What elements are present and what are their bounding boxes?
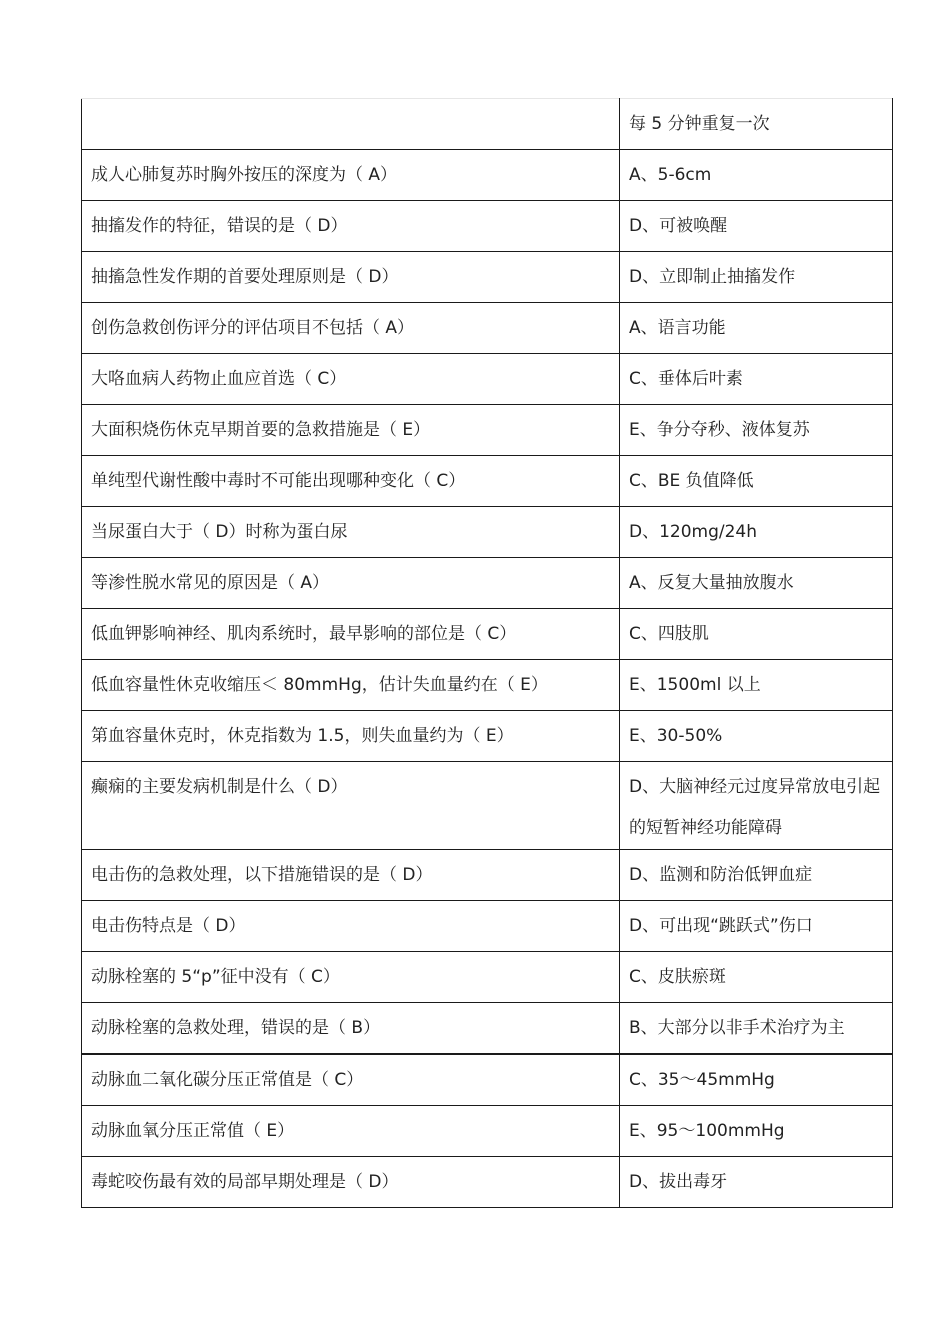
answer-cell: D、120mg/24h <box>620 507 893 558</box>
table-row <box>82 252 893 303</box>
question-cell: 第血容量休克时，休克指数为 1.5，则失血量约为（ E） <box>82 711 620 762</box>
question-cell: 当尿蛋白大于（ D）时称为蛋白尿 <box>82 507 620 558</box>
table-row <box>82 405 893 456</box>
question-cell: 大面积烧伤休克早期首要的急救措施是（ E） <box>82 405 620 456</box>
table-row <box>82 609 893 660</box>
answer-cell: C、BE 负值降低 <box>620 456 893 507</box>
answer-cell: D、大脑神经元过度异常放电引起的短暂神经功能障碍 <box>620 762 893 850</box>
question-cell: 抽搐发作的特征，错误的是（ D） <box>82 201 620 252</box>
answer-cell: C、垂体后叶素 <box>620 354 893 405</box>
answer-cell: E、95～100mmHg <box>620 1106 893 1157</box>
question-cell: 癫痫的主要发病机制是什么（ D） <box>82 762 620 850</box>
answer-cell: A、语言功能 <box>620 303 893 354</box>
table-row <box>82 1157 893 1208</box>
table-row <box>82 558 893 609</box>
question-cell: 等渗性脱水常见的原因是（ A） <box>82 558 620 609</box>
answer-cell: C、皮肤瘀斑 <box>620 952 893 1003</box>
table-row <box>82 901 893 952</box>
answer-cell: D、监测和防治低钾血症 <box>620 850 893 901</box>
table-row <box>82 1106 893 1157</box>
table-row <box>82 952 893 1003</box>
table-row <box>82 1054 893 1106</box>
question-cell <box>82 99 620 150</box>
table-row <box>82 1003 893 1055</box>
question-cell: 电击伤的急救处理，以下措施错误的是（ D） <box>82 850 620 901</box>
question-cell: 成人心肺复苏时胸外按压的深度为（ A） <box>82 150 620 201</box>
answer-cell: D、拔出毒牙 <box>620 1157 893 1208</box>
answer-cell: 每 5 分钟重复一次 <box>620 99 893 150</box>
question-cell: 大咯血病人药物止血应首选（ C） <box>82 354 620 405</box>
table-row <box>82 507 893 558</box>
table-row <box>82 850 893 901</box>
answer-cell: A、5-6cm <box>620 150 893 201</box>
answer-cell: A、反复大量抽放腹水 <box>620 558 893 609</box>
answer-cell: E、1500ml 以上 <box>620 660 893 711</box>
question-cell: 低血钾影响神经、肌肉系统时，最早影响的部位是（ C） <box>82 609 620 660</box>
answer-cell: C、35～45mmHg <box>620 1054 893 1106</box>
question-cell: 动脉栓塞的 5“p”征中没有（ C） <box>82 952 620 1003</box>
question-cell: 电击伤特点是（ D） <box>82 901 620 952</box>
table-row <box>82 354 893 405</box>
table-row <box>82 456 893 507</box>
table-row <box>82 660 893 711</box>
question-cell: 动脉栓塞的急救处理，错误的是（ B） <box>82 1003 620 1055</box>
table-row <box>82 99 893 150</box>
question-cell: 动脉血氧分压正常值（ E） <box>82 1106 620 1157</box>
question-cell: 毒蛇咬伤最有效的局部早期处理是（ D） <box>82 1157 620 1208</box>
table-row <box>82 150 893 201</box>
table-row <box>82 201 893 252</box>
answer-cell: D、可出现“跳跃式”伤口 <box>620 901 893 952</box>
answer-cell: D、立即制止抽搐发作 <box>620 252 893 303</box>
question-cell: 创伤急救创伤评分的评估项目不包括（ A） <box>82 303 620 354</box>
answer-cell: D、可被唤醒 <box>620 201 893 252</box>
table-row <box>82 303 893 354</box>
question-answer-table <box>81 98 893 1208</box>
table-row <box>82 762 893 850</box>
answer-cell: C、四肢肌 <box>620 609 893 660</box>
answer-cell: E、30-50% <box>620 711 893 762</box>
question-cell: 动脉血二氧化碳分压正常值是（ C） <box>82 1054 620 1106</box>
question-cell: 抽搐急性发作期的首要处理原则是（ D） <box>82 252 620 303</box>
table-row <box>82 711 893 762</box>
question-cell: 单纯型代谢性酸中毒时不可能出现哪种变化（ C） <box>82 456 620 507</box>
answer-cell: E、争分夺秒、液体复苏 <box>620 405 893 456</box>
question-cell: 低血容量性休克收缩压＜ 80mmHg，估计失血量约在（ E） <box>82 660 620 711</box>
answer-cell: B、大部分以非手术治疗为主 <box>620 1003 893 1055</box>
